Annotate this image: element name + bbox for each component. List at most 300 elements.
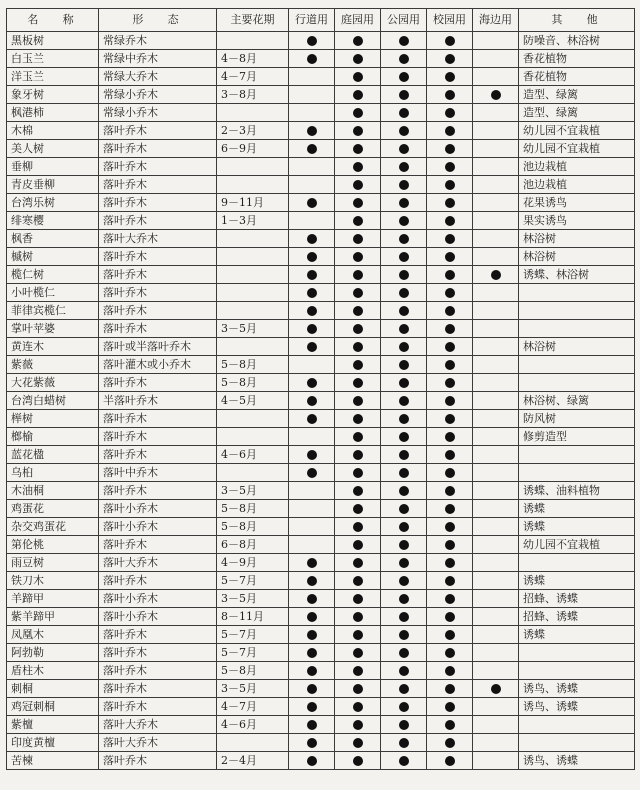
filled-dot-icon	[445, 450, 455, 460]
plant-name-cell: 印度黄檀	[7, 734, 99, 752]
campus-use-cell	[427, 374, 473, 392]
street-use-cell	[289, 176, 335, 194]
flowering-period-cell: 3－5月	[217, 590, 289, 608]
filled-dot-icon	[307, 126, 317, 136]
plant-name-cell: 凤凰木	[7, 626, 99, 644]
other-notes-cell	[519, 446, 635, 464]
park-use-cell	[381, 626, 427, 644]
garden-use-cell	[335, 266, 381, 284]
park-use-cell	[381, 500, 427, 518]
other-notes-cell: 花果诱鸟	[519, 194, 635, 212]
table-row	[7, 572, 635, 590]
filled-dot-icon	[445, 306, 455, 316]
plant-form-cell: 落叶乔木	[99, 122, 217, 140]
table-row	[7, 248, 635, 266]
table-row	[7, 536, 635, 554]
filled-dot-icon	[491, 90, 501, 100]
park-use-cell	[381, 536, 427, 554]
filled-dot-icon	[399, 522, 409, 532]
seaside-use-cell	[473, 140, 519, 158]
seaside-use-cell	[473, 626, 519, 644]
filled-dot-icon	[445, 252, 455, 262]
plant-name-cell: 黄连木	[7, 338, 99, 356]
filled-dot-icon	[353, 162, 363, 172]
park-use-cell	[381, 752, 427, 770]
campus-use-cell	[427, 428, 473, 446]
filled-dot-icon	[399, 756, 409, 766]
other-notes-cell: 修剪造型	[519, 428, 635, 446]
filled-dot-icon	[307, 630, 317, 640]
plant-form-cell: 常绿小乔木	[99, 86, 217, 104]
filled-dot-icon	[399, 738, 409, 748]
plant-name-cell: 刺桐	[7, 680, 99, 698]
other-notes-cell: 幼儿园不宜栽植	[519, 122, 635, 140]
street-use-cell	[289, 446, 335, 464]
other-notes-cell: 诱蝶	[519, 572, 635, 590]
campus-use-cell	[427, 302, 473, 320]
filled-dot-icon	[307, 576, 317, 586]
campus-use-cell	[427, 68, 473, 86]
plant-name-cell: 紫羊蹄甲	[7, 608, 99, 626]
campus-use-cell	[427, 536, 473, 554]
garden-use-cell	[335, 86, 381, 104]
park-use-cell	[381, 734, 427, 752]
plant-name-cell: 小叶榄仁	[7, 284, 99, 302]
seaside-use-cell	[473, 194, 519, 212]
header-row	[7, 9, 635, 32]
seaside-use-cell	[473, 176, 519, 194]
table-row	[7, 482, 635, 500]
flowering-period-cell	[217, 230, 289, 248]
filled-dot-icon	[307, 144, 317, 154]
filled-dot-icon	[399, 396, 409, 406]
table-row	[7, 86, 635, 104]
plant-name-cell: 榔榆	[7, 428, 99, 446]
garden-use-cell	[335, 500, 381, 518]
garden-use-cell	[335, 140, 381, 158]
street-use-cell	[289, 356, 335, 374]
street-use-cell	[289, 158, 335, 176]
seaside-use-cell	[473, 338, 519, 356]
other-notes-cell: 林浴树	[519, 248, 635, 266]
plant-name-cell: 青皮垂柳	[7, 176, 99, 194]
table-row	[7, 320, 635, 338]
park-use-cell	[381, 716, 427, 734]
street-use-cell	[289, 194, 335, 212]
filled-dot-icon	[399, 288, 409, 298]
filled-dot-icon	[307, 612, 317, 622]
filled-dot-icon	[307, 342, 317, 352]
street-use-cell	[289, 68, 335, 86]
other-notes-cell: 果实诱鸟	[519, 212, 635, 230]
seaside-use-cell	[473, 374, 519, 392]
header-garden-use: 庭园用	[335, 9, 381, 32]
filled-dot-icon	[353, 414, 363, 424]
other-notes-cell: 池边栽植	[519, 158, 635, 176]
filled-dot-icon	[399, 486, 409, 496]
plant-name-cell: 阿勃勒	[7, 644, 99, 662]
street-use-cell	[289, 554, 335, 572]
seaside-use-cell	[473, 410, 519, 428]
plant-name-cell: 第伦桃	[7, 536, 99, 554]
flowering-period-cell	[217, 284, 289, 302]
garden-use-cell	[335, 554, 381, 572]
garden-use-cell	[335, 590, 381, 608]
table-row	[7, 122, 635, 140]
table-row	[7, 644, 635, 662]
campus-use-cell	[427, 572, 473, 590]
other-notes-cell	[519, 320, 635, 338]
garden-use-cell	[335, 680, 381, 698]
filled-dot-icon	[307, 648, 317, 658]
filled-dot-icon	[445, 414, 455, 424]
plant-name-cell: 垂柳	[7, 158, 99, 176]
filled-dot-icon	[307, 198, 317, 208]
garden-use-cell	[335, 572, 381, 590]
seaside-use-cell	[473, 122, 519, 140]
street-use-cell	[289, 572, 335, 590]
flowering-period-cell: 4－6月	[217, 446, 289, 464]
flowering-period-cell: 5－8月	[217, 500, 289, 518]
park-use-cell	[381, 320, 427, 338]
filled-dot-icon	[399, 648, 409, 658]
plant-form-cell: 落叶乔木	[99, 644, 217, 662]
flowering-period-cell	[217, 428, 289, 446]
filled-dot-icon	[399, 36, 409, 46]
filled-dot-icon	[399, 468, 409, 478]
campus-use-cell	[427, 320, 473, 338]
campus-use-cell	[427, 626, 473, 644]
filled-dot-icon	[353, 216, 363, 226]
park-use-cell	[381, 122, 427, 140]
filled-dot-icon	[399, 378, 409, 388]
filled-dot-icon	[399, 72, 409, 82]
filled-dot-icon	[445, 36, 455, 46]
filled-dot-icon	[491, 270, 501, 280]
flowering-period-cell	[217, 104, 289, 122]
street-use-cell	[289, 662, 335, 680]
seaside-use-cell	[473, 302, 519, 320]
plant-name-cell: 紫薇	[7, 356, 99, 374]
plant-form-cell: 落叶小乔木	[99, 590, 217, 608]
plant-form-cell: 落叶乔木	[99, 482, 217, 500]
street-use-cell	[289, 716, 335, 734]
street-use-cell	[289, 104, 335, 122]
table-row	[7, 734, 635, 752]
filled-dot-icon	[353, 756, 363, 766]
filled-dot-icon	[399, 306, 409, 316]
filled-dot-icon	[307, 396, 317, 406]
table-row	[7, 194, 635, 212]
filled-dot-icon	[353, 360, 363, 370]
plant-form-cell: 落叶乔木	[99, 266, 217, 284]
filled-dot-icon	[445, 396, 455, 406]
park-use-cell	[381, 680, 427, 698]
plant-name-cell: 乌桕	[7, 464, 99, 482]
garden-use-cell	[335, 752, 381, 770]
plant-form-cell: 落叶乔木	[99, 374, 217, 392]
campus-use-cell	[427, 518, 473, 536]
campus-use-cell	[427, 608, 473, 626]
seaside-use-cell	[473, 464, 519, 482]
seaside-use-cell	[473, 68, 519, 86]
filled-dot-icon	[353, 702, 363, 712]
plant-form-cell: 常绿中乔木	[99, 50, 217, 68]
table-body	[7, 32, 635, 770]
park-use-cell	[381, 248, 427, 266]
plant-name-cell: 象牙树	[7, 86, 99, 104]
filled-dot-icon	[399, 504, 409, 514]
filled-dot-icon	[353, 666, 363, 676]
campus-use-cell	[427, 248, 473, 266]
filled-dot-icon	[445, 72, 455, 82]
plant-form-cell: 常绿乔木	[99, 32, 217, 50]
garden-use-cell	[335, 230, 381, 248]
plant-form-cell: 落叶小乔木	[99, 518, 217, 536]
plant-form-cell: 落叶乔木	[99, 212, 217, 230]
other-notes-cell: 诱蝶、油料植物	[519, 482, 635, 500]
plant-form-cell: 落叶或半落叶乔木	[99, 338, 217, 356]
campus-use-cell	[427, 590, 473, 608]
flowering-period-cell: 3－5月	[217, 680, 289, 698]
campus-use-cell	[427, 356, 473, 374]
filled-dot-icon	[307, 288, 317, 298]
filled-dot-icon	[445, 216, 455, 226]
park-use-cell	[381, 356, 427, 374]
plant-name-cell: 槭树	[7, 248, 99, 266]
filled-dot-icon	[307, 450, 317, 460]
filled-dot-icon	[307, 36, 317, 46]
garden-use-cell	[335, 698, 381, 716]
filled-dot-icon	[399, 594, 409, 604]
seaside-use-cell	[473, 266, 519, 284]
campus-use-cell	[427, 752, 473, 770]
campus-use-cell	[427, 194, 473, 212]
campus-use-cell	[427, 500, 473, 518]
filled-dot-icon	[307, 324, 317, 334]
other-notes-cell: 招蜂、诱蝶	[519, 608, 635, 626]
other-notes-cell: 香花植物	[519, 68, 635, 86]
filled-dot-icon	[399, 576, 409, 586]
filled-dot-icon	[399, 612, 409, 622]
park-use-cell	[381, 428, 427, 446]
flowering-period-cell	[217, 248, 289, 266]
plant-name-cell: 绯寒樱	[7, 212, 99, 230]
plant-name-cell: 蓝花楹	[7, 446, 99, 464]
table-row	[7, 158, 635, 176]
other-notes-cell	[519, 644, 635, 662]
plant-form-cell: 落叶大乔木	[99, 716, 217, 734]
other-notes-cell: 诱鸟、诱蝶	[519, 698, 635, 716]
plant-name-cell: 雨豆树	[7, 554, 99, 572]
table-row	[7, 176, 635, 194]
plant-form-cell: 落叶乔木	[99, 194, 217, 212]
plant-form-cell: 落叶乔木	[99, 680, 217, 698]
filled-dot-icon	[491, 684, 501, 694]
flowering-period-cell: 4－7月	[217, 698, 289, 716]
seaside-use-cell	[473, 320, 519, 338]
filled-dot-icon	[445, 702, 455, 712]
filled-dot-icon	[353, 252, 363, 262]
filled-dot-icon	[353, 108, 363, 118]
flowering-period-cell: 5－8月	[217, 518, 289, 536]
street-use-cell	[289, 248, 335, 266]
street-use-cell	[289, 32, 335, 50]
header-form: 形 态	[99, 9, 217, 32]
park-use-cell	[381, 68, 427, 86]
table-row	[7, 284, 635, 302]
plant-name-cell: 大花紫薇	[7, 374, 99, 392]
filled-dot-icon	[445, 504, 455, 514]
filled-dot-icon	[445, 288, 455, 298]
table-row	[7, 392, 635, 410]
street-use-cell	[289, 536, 335, 554]
filled-dot-icon	[353, 54, 363, 64]
park-use-cell	[381, 302, 427, 320]
filled-dot-icon	[445, 378, 455, 388]
seaside-use-cell	[473, 644, 519, 662]
filled-dot-icon	[353, 450, 363, 460]
seaside-use-cell	[473, 230, 519, 248]
garden-use-cell	[335, 248, 381, 266]
garden-use-cell	[335, 32, 381, 50]
filled-dot-icon	[445, 144, 455, 154]
plant-name-cell: 鸡冠刺桐	[7, 698, 99, 716]
seaside-use-cell	[473, 554, 519, 572]
street-use-cell	[289, 230, 335, 248]
flowering-period-cell: 5－8月	[217, 662, 289, 680]
campus-use-cell	[427, 230, 473, 248]
table-row	[7, 446, 635, 464]
plant-form-cell: 落叶乔木	[99, 752, 217, 770]
filled-dot-icon	[353, 144, 363, 154]
plant-form-cell: 落叶乔木	[99, 428, 217, 446]
park-use-cell	[381, 392, 427, 410]
garden-use-cell	[335, 392, 381, 410]
filled-dot-icon	[445, 108, 455, 118]
park-use-cell	[381, 572, 427, 590]
filled-dot-icon	[353, 306, 363, 316]
filled-dot-icon	[307, 720, 317, 730]
flowering-period-cell	[217, 176, 289, 194]
filled-dot-icon	[353, 684, 363, 694]
street-use-cell	[289, 302, 335, 320]
filled-dot-icon	[399, 558, 409, 568]
filled-dot-icon	[307, 270, 317, 280]
other-notes-cell: 防噪音、林浴树	[519, 32, 635, 50]
park-use-cell	[381, 374, 427, 392]
plant-form-cell: 落叶乔木	[99, 410, 217, 428]
plant-form-cell: 常绿大乔木	[99, 68, 217, 86]
filled-dot-icon	[445, 342, 455, 352]
seaside-use-cell	[473, 500, 519, 518]
filled-dot-icon	[445, 756, 455, 766]
street-use-cell	[289, 482, 335, 500]
filled-dot-icon	[445, 684, 455, 694]
flowering-period-cell: 4－7月	[217, 68, 289, 86]
park-use-cell	[381, 176, 427, 194]
table-row	[7, 698, 635, 716]
table-row	[7, 356, 635, 374]
campus-use-cell	[427, 32, 473, 50]
plant-name-cell: 榉树	[7, 410, 99, 428]
flowering-period-cell: 3－5月	[217, 482, 289, 500]
filled-dot-icon	[445, 90, 455, 100]
filled-dot-icon	[353, 720, 363, 730]
garden-use-cell	[335, 302, 381, 320]
campus-use-cell	[427, 482, 473, 500]
filled-dot-icon	[353, 486, 363, 496]
header-street-use: 行道用	[289, 9, 335, 32]
filled-dot-icon	[353, 522, 363, 532]
garden-use-cell	[335, 320, 381, 338]
garden-use-cell	[335, 446, 381, 464]
filled-dot-icon	[353, 558, 363, 568]
plant-name-cell: 羊蹄甲	[7, 590, 99, 608]
seaside-use-cell	[473, 428, 519, 446]
table-row	[7, 230, 635, 248]
flowering-period-cell: 8－11月	[217, 608, 289, 626]
filled-dot-icon	[445, 468, 455, 478]
other-notes-cell: 造型、绿篱	[519, 104, 635, 122]
filled-dot-icon	[445, 630, 455, 640]
filled-dot-icon	[399, 684, 409, 694]
filled-dot-icon	[399, 414, 409, 424]
table-row	[7, 500, 635, 518]
garden-use-cell	[335, 644, 381, 662]
filled-dot-icon	[445, 594, 455, 604]
filled-dot-icon	[307, 666, 317, 676]
filled-dot-icon	[307, 54, 317, 64]
plant-name-cell: 美人树	[7, 140, 99, 158]
plant-form-cell: 落叶大乔木	[99, 230, 217, 248]
park-use-cell	[381, 554, 427, 572]
plant-name-cell: 盾柱木	[7, 662, 99, 680]
table-row	[7, 266, 635, 284]
plant-name-cell: 白玉兰	[7, 50, 99, 68]
filled-dot-icon	[445, 558, 455, 568]
filled-dot-icon	[399, 162, 409, 172]
garden-use-cell	[335, 122, 381, 140]
filled-dot-icon	[353, 648, 363, 658]
garden-use-cell	[335, 374, 381, 392]
plant-form-cell: 常绿小乔木	[99, 104, 217, 122]
park-use-cell	[381, 644, 427, 662]
filled-dot-icon	[399, 198, 409, 208]
street-use-cell	[289, 698, 335, 716]
table-row	[7, 518, 635, 536]
filled-dot-icon	[445, 126, 455, 136]
plant-form-cell: 落叶小乔木	[99, 608, 217, 626]
other-notes-cell: 招蜂、诱蝶	[519, 590, 635, 608]
plant-form-cell: 落叶灌木或小乔木	[99, 356, 217, 374]
seaside-use-cell	[473, 752, 519, 770]
street-use-cell	[289, 680, 335, 698]
filled-dot-icon	[399, 234, 409, 244]
seaside-use-cell	[473, 212, 519, 230]
filled-dot-icon	[307, 252, 317, 262]
park-use-cell	[381, 104, 427, 122]
plant-name-cell: 鸡蛋花	[7, 500, 99, 518]
park-use-cell	[381, 266, 427, 284]
plant-name-cell: 苦楝	[7, 752, 99, 770]
header-campus-use: 校园用	[427, 9, 473, 32]
filled-dot-icon	[353, 90, 363, 100]
flowering-period-cell: 5－8月	[217, 374, 289, 392]
flowering-period-cell	[217, 32, 289, 50]
seaside-use-cell	[473, 158, 519, 176]
flowering-period-cell: 3－5月	[217, 320, 289, 338]
